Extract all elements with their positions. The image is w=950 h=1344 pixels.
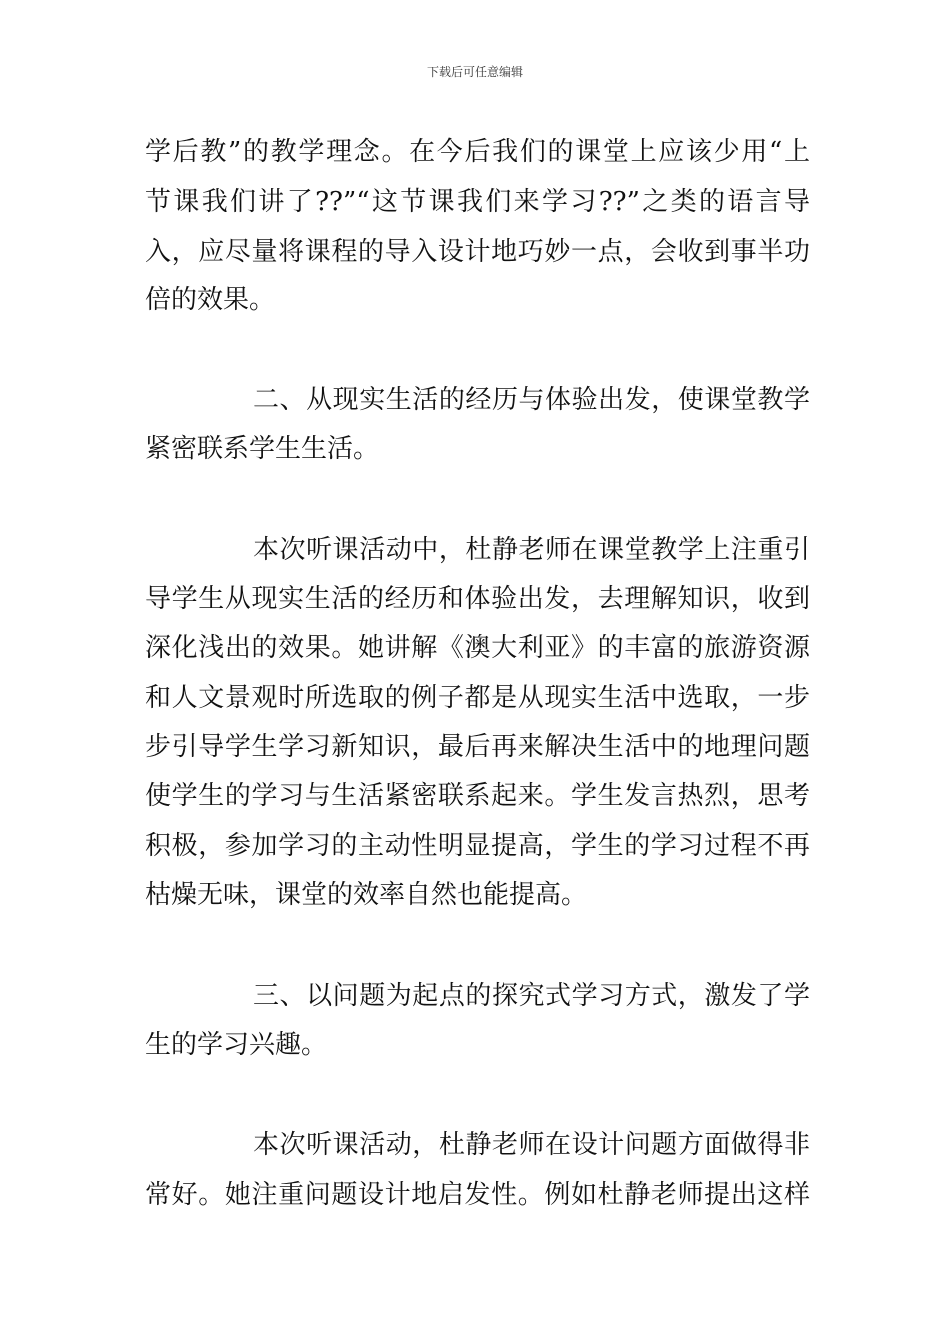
text-line: 学后教”的教学理念。在今后我们的课堂上应该少用“上 bbox=[145, 137, 810, 167]
text-line: 节课我们讲了??”“这节课我们来学习??”之类的语言导 bbox=[145, 187, 810, 217]
text-line: 积极，参加学习的主动性明显提高，学生的学习过程不再 bbox=[145, 831, 810, 861]
text-line: 倍的效果。 bbox=[145, 285, 276, 315]
text-line: 本次听课活动，杜静老师在设计问题方面做得非 bbox=[253, 1130, 810, 1160]
text-line: 二、从现实生活的经历与体验出发，使课堂教学 bbox=[253, 385, 810, 415]
text-line: 三、以问题为起点的探究式学习方式，激发了学 bbox=[253, 981, 810, 1011]
text-line: 和人文景观时所选取的例子都是从现实生活中选取，一步 bbox=[145, 683, 810, 713]
text-line: 入，应尽量将课程的导入设计地巧妙一点，会收到事半功 bbox=[145, 237, 810, 267]
page-header: 下载后可任意编辑 bbox=[426, 65, 523, 79]
text-line: 使学生的学习与生活紧密联系起来。学生发言热烈，思考 bbox=[145, 781, 810, 811]
text-line: 本次听课活动中，杜静老师在课堂教学上注重引 bbox=[253, 535, 810, 565]
text-line: 生的学习兴趣。 bbox=[145, 1030, 328, 1060]
text-line: 常好。她注重问题设计地启发性。例如杜静老师提出这样 bbox=[145, 1180, 810, 1210]
text-line: 步引导学生学习新知识，最后再来解决生活中的地理问题 bbox=[145, 732, 810, 762]
text-line: 导学生从现实生活的经历和体验出发，去理解知识，收到 bbox=[145, 584, 810, 614]
text-line: 枯燥无味，课堂的效率自然也能提高。 bbox=[145, 880, 588, 910]
text-line: 紧密联系学生生活。 bbox=[145, 434, 380, 464]
text-line: 深化浅出的效果。她讲解《澳大利亚》的丰富的旅游资源 bbox=[145, 633, 810, 663]
